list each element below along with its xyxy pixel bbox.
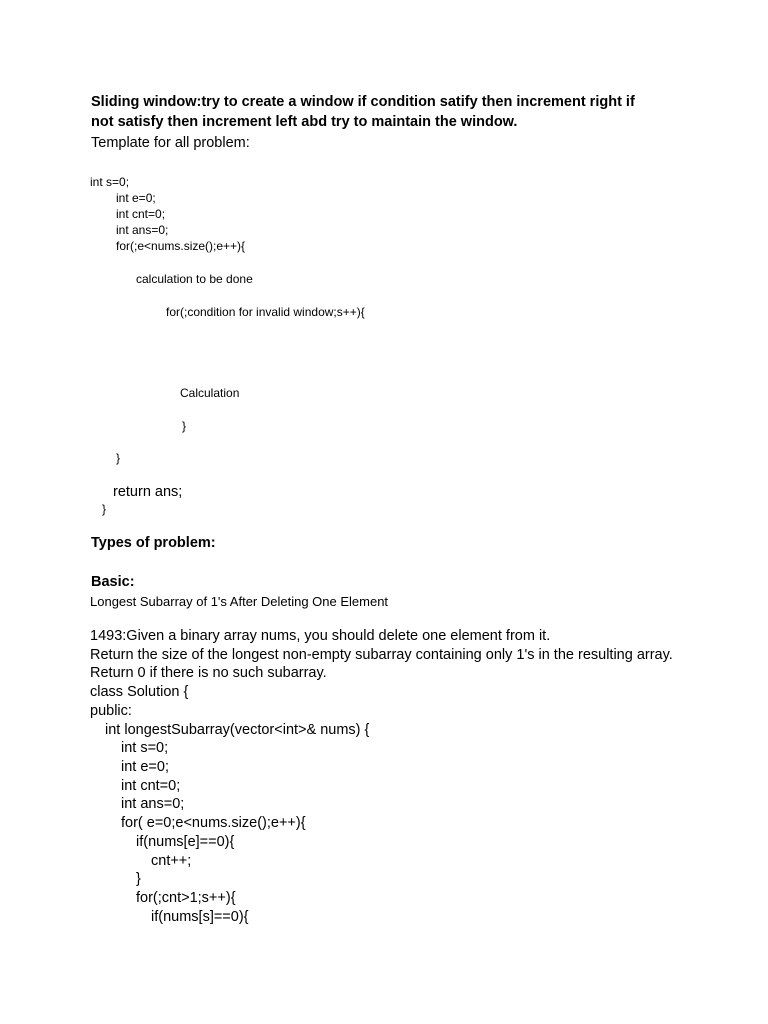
heading-line-2: not satisfy then increment left abd try to maintain the window. xyxy=(91,114,518,130)
template-code-line: int cnt=0; xyxy=(116,207,166,221)
template-code-line: } xyxy=(116,451,121,465)
types-heading: Types of problem: xyxy=(91,535,216,551)
solution-code-line: int cnt=0; xyxy=(121,778,181,794)
template-code-line: calculation to be done xyxy=(136,272,253,286)
solution-code-line: cnt++; xyxy=(151,853,192,869)
template-code-line: return ans; xyxy=(113,484,183,500)
solution-code-line: int s=0; xyxy=(121,740,169,756)
solution-code-line: for( e=0;e<nums.size();e++){ xyxy=(121,815,306,831)
solution-code-line: int longestSubarray(vector<int>& nums) { xyxy=(105,722,370,738)
template-code-line: } xyxy=(182,419,187,433)
basic-heading: Basic: xyxy=(91,574,135,590)
template-code-line: for(;condition for invalid window;s++){ xyxy=(166,305,365,319)
solution-code-line: for(;cnt>1;s++){ xyxy=(136,890,236,906)
solution-code-line: class Solution { xyxy=(90,684,189,700)
template-code-line: int ans=0; xyxy=(116,223,169,237)
solution-code-line: if(nums[e]==0){ xyxy=(136,834,235,850)
template-code-line: int e=0; xyxy=(116,191,156,205)
solution-code-line: public: xyxy=(90,703,132,719)
template-label: Template for all problem: xyxy=(91,135,250,151)
template-code-line: for(;e<nums.size();e++){ xyxy=(116,239,246,253)
heading-line-1: Sliding window:try to create a window if condition satify then increment right if xyxy=(91,94,635,110)
solution-code-line: if(nums[s]==0){ xyxy=(151,909,249,925)
solution-code-line: int e=0; xyxy=(121,759,169,775)
problem-description-line: Return the size of the longest non-empty subarray containing only 1's in the resulting array. xyxy=(90,647,673,663)
template-code-line: int s=0; xyxy=(90,175,130,189)
problem-title: Longest Subarray of 1's After Deleting One Element xyxy=(90,594,389,609)
problem-description-line: Return 0 if there is no such subarray. xyxy=(90,665,327,681)
template-code-line: } xyxy=(102,502,107,516)
problem-description-line: 1493:Given a binary array nums, you should delete one element from it. xyxy=(90,628,551,644)
template-code-line: Calculation xyxy=(180,386,240,400)
solution-code-line: int ans=0; xyxy=(121,796,185,812)
solution-code-line: } xyxy=(136,871,141,887)
